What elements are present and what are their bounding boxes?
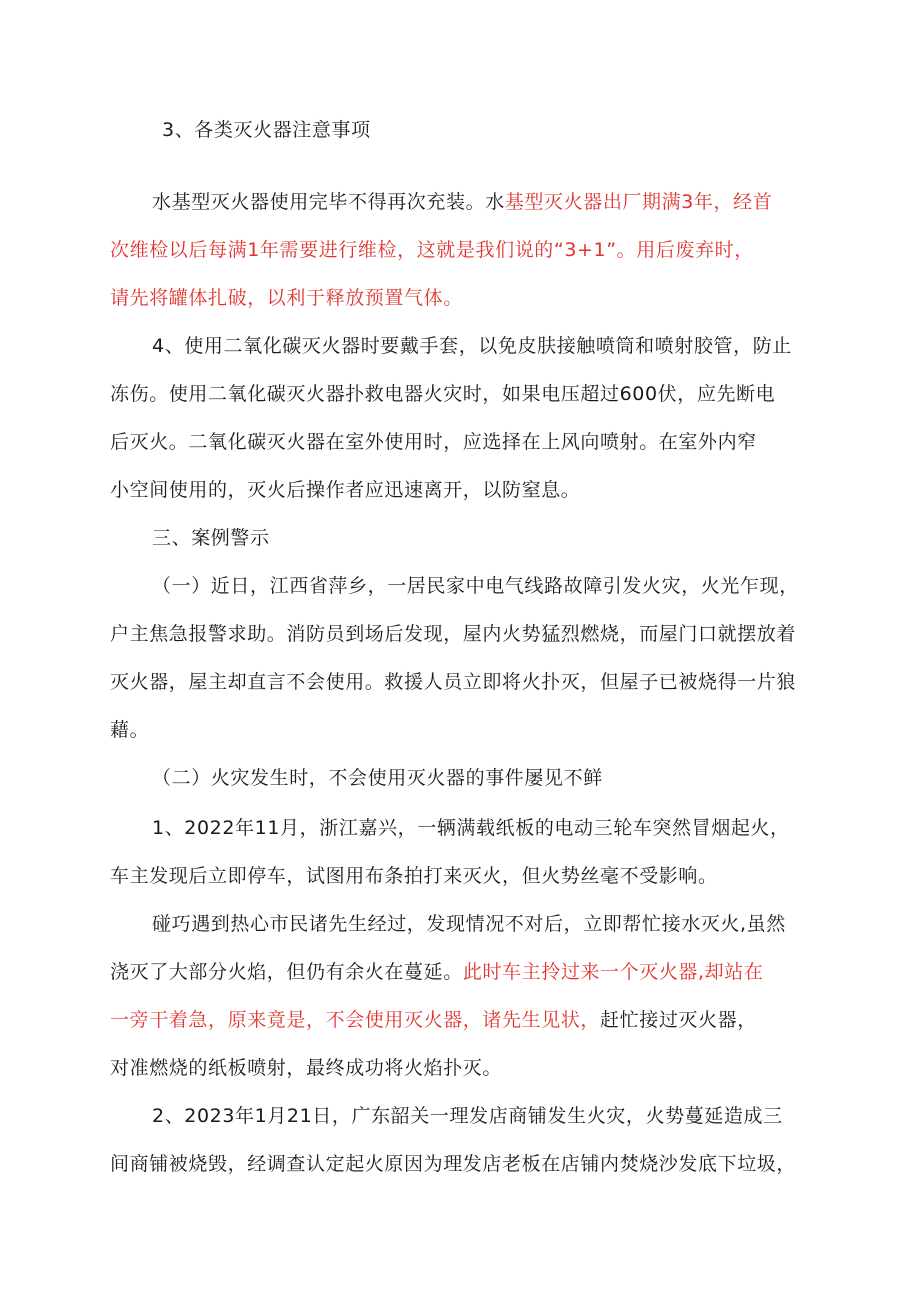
co2-line-4: 小空间使用的，灭火后操作者应迅速离开，以防窒息。 (110, 479, 581, 501)
co2-line-3: 后灭火。二氧化碳灭火器在室外使用时，应选择在上风向喷射。在室外内窄 (110, 431, 757, 453)
case-2-item-1-line-1: 1、2022年11月，浙江嘉兴，一辆满载纸板的电动三轮车突然冒烟起火， (152, 817, 790, 839)
case-1-line-4: 藉。 (110, 719, 150, 741)
co2-line-1: 4、使用二氧化碳灭火器时要戴手套，以免皮肤接触喷筒和喷射胶管，防止 (152, 335, 792, 357)
case-1-line-2: 户主焦急报警求助。消防员到场后发现，屋内火势猛烈燃烧，而屋门口就摆放着 (110, 623, 797, 645)
section-heading-extinguisher-notes: 3、各类灭火器注意事项 (162, 119, 371, 141)
water-based-highlight: 基型灭火器出厂期满3年，经首 (504, 191, 773, 213)
case-2-cont-line-3 (110, 1007, 757, 1033)
water-based-line-2: 次维检以后每满1年需要进行维检，这就是我们说的“3+1”。用后废弃时， (110, 239, 754, 261)
case-2-cont-line-1: 碰巧遇到热心市民诸先生经过，发现情况不对后，立即帮忙接水灭火,虽然 (152, 913, 786, 935)
case-2-cont-text: 浇灭了大部分火焰，但仍有余火在蔓延。 (110, 961, 463, 983)
water-based-line-1 (152, 189, 772, 215)
section-heading-case-warning: 三、案例警示 (152, 527, 270, 549)
case-1-line-3: 灭火器，屋主却直言不会使用。救援人员立即将火扑灭，但屋子已被烧得一片狼 (110, 671, 797, 693)
case-2-cont-highlight-2: 一旁干着急，原来竟是，不会使用灭火器，诸先生见状， (110, 1009, 601, 1031)
case-2-cont-line-4: 对准燃烧的纸板喷射，最终成功将火焰扑灭。 (110, 1057, 503, 1079)
case-2-cont-text-2: 赶忙接过灭火器， (600, 1009, 757, 1031)
co2-line-2: 冻伤。使用二氧化碳灭火器扑救电器火灾时，如果电压超过600伏，应先断电 (110, 383, 776, 405)
case-2-heading: （二）火灾发生时，不会使用灭火器的事件屡见不鲜 (152, 767, 603, 789)
case-2-item-1-line-2: 车主发现后立即停车，试图用布条拍打来灭火，但火势丝毫不受影响。 (110, 865, 718, 887)
case-1-line-1: （一）近日，江西省萍乡，一居民家中电气线路故障引发火灾，火光乍现， (152, 575, 799, 597)
case-2-item-2-line-2: 间商铺被烧毁，经调查认定起火原因为理发店老板在店铺内焚烧沙发底下垃圾， (110, 1153, 797, 1175)
case-2-item-2-line-1: 2、2023年1月21日，广东韶关一理发店商铺发生火灾，火势蔓延造成三 (152, 1105, 783, 1127)
case-2-cont-line-2 (110, 959, 763, 985)
water-based-line-3: 请先将罐体扎破，以利于释放预置气体。 (110, 287, 463, 309)
water-based-text: 水基型灭火器使用完毕不得再次充装。水 (152, 191, 505, 213)
case-2-cont-highlight: 此时车主拎过来一个灭火器,却站在 (462, 961, 764, 983)
